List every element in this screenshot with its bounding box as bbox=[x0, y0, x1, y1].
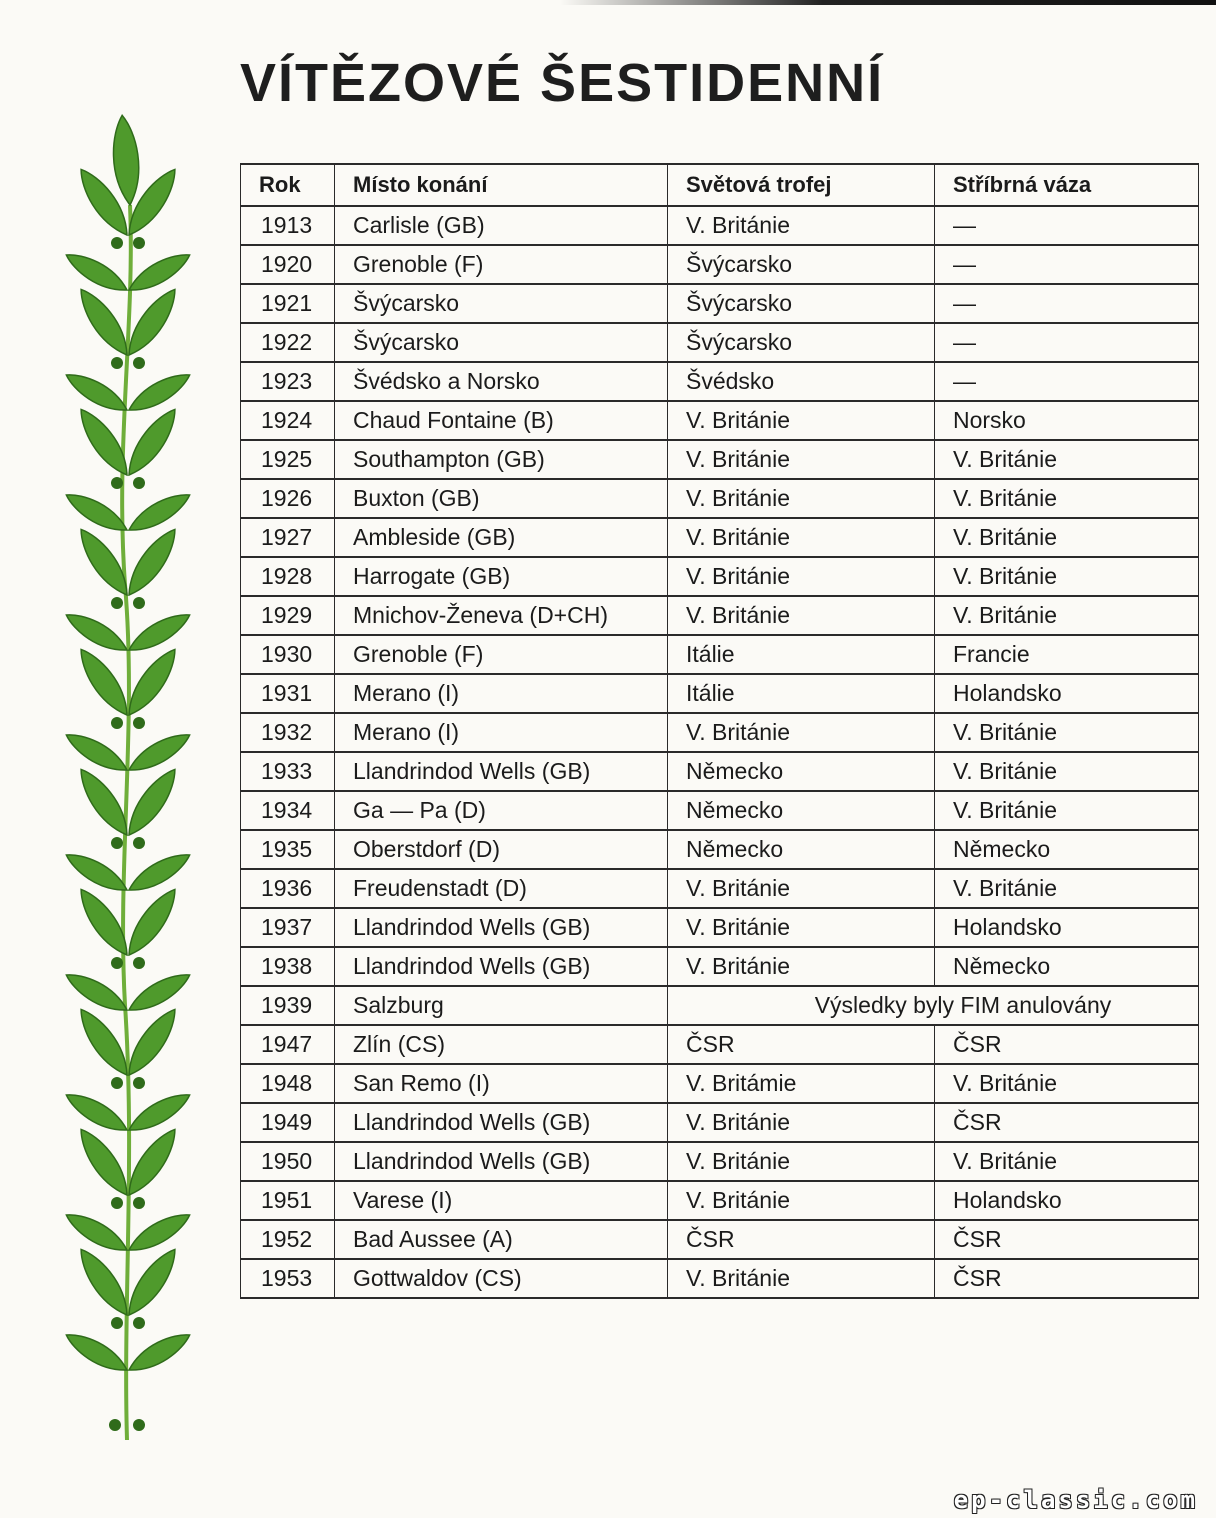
berry bbox=[133, 1197, 145, 1209]
leaf bbox=[72, 403, 136, 481]
berry bbox=[133, 597, 145, 609]
cell-world-trophy: V. Británie bbox=[668, 947, 935, 986]
cell-silver-vase: Holandsko bbox=[935, 674, 1199, 713]
leaf bbox=[110, 114, 142, 206]
table-row bbox=[241, 401, 1199, 440]
cell-year: 1913 bbox=[241, 206, 335, 245]
cell-silver-vase: ČSR bbox=[935, 1025, 1199, 1064]
leaf bbox=[124, 967, 194, 1019]
leaf bbox=[120, 523, 184, 601]
table-row bbox=[241, 713, 1199, 752]
cell-year: 1938 bbox=[241, 947, 335, 986]
leaf bbox=[124, 607, 194, 659]
berry bbox=[133, 1419, 145, 1431]
cell-silver-vase: — bbox=[935, 284, 1199, 323]
cell-silver-vase: Holandsko bbox=[935, 908, 1199, 947]
leaf bbox=[62, 247, 132, 299]
leaf bbox=[62, 967, 132, 1019]
cell-world-trophy: V. Británie bbox=[668, 713, 935, 752]
table-row bbox=[241, 947, 1199, 986]
cell-year: 1926 bbox=[241, 479, 335, 518]
cell-silver-vase: V. Británie bbox=[935, 1064, 1199, 1103]
table-row bbox=[241, 674, 1199, 713]
cell-year: 1939 bbox=[241, 986, 335, 1025]
berry bbox=[133, 717, 145, 729]
table-row bbox=[241, 1064, 1199, 1103]
cell-silver-vase: ČSR bbox=[935, 1103, 1199, 1142]
page-title: VÍTĚZOVÉ ŠESTIDENNÍ bbox=[240, 53, 885, 113]
table-row bbox=[241, 986, 1199, 1025]
header-world-trophy: Světová trofej bbox=[668, 164, 935, 206]
cell-silver-vase: V. Británie bbox=[935, 791, 1199, 830]
berry bbox=[111, 1077, 123, 1089]
cell-year: 1937 bbox=[241, 908, 335, 947]
cell-silver-vase: ČSR bbox=[935, 1220, 1199, 1259]
header-year: Rok bbox=[241, 164, 335, 206]
cell-year: 1951 bbox=[241, 1181, 335, 1220]
berry bbox=[133, 237, 145, 249]
berry bbox=[133, 357, 145, 369]
cell-place: Harrogate (GB) bbox=[335, 557, 668, 596]
cell-year: 1949 bbox=[241, 1103, 335, 1142]
table-row bbox=[241, 245, 1199, 284]
cell-year: 1953 bbox=[241, 1259, 335, 1298]
table-row bbox=[241, 752, 1199, 791]
leaf bbox=[72, 883, 136, 961]
cell-place: Chaud Fontaine (B) bbox=[335, 401, 668, 440]
table-row bbox=[241, 518, 1199, 557]
table-row bbox=[241, 869, 1199, 908]
cell-year: 1922 bbox=[241, 323, 335, 362]
cell-year: 1925 bbox=[241, 440, 335, 479]
table-row bbox=[241, 557, 1199, 596]
cell-place: Varese (I) bbox=[335, 1181, 668, 1220]
cell-place: Llandrindod Wells (GB) bbox=[335, 908, 668, 947]
cell-merged-note: Výsledky byly FIM anulovány bbox=[668, 986, 1199, 1025]
table-row bbox=[241, 596, 1199, 635]
cell-silver-vase: Francie bbox=[935, 635, 1199, 674]
leaf bbox=[124, 847, 194, 899]
cell-silver-vase: V. Británie bbox=[935, 596, 1199, 635]
berry bbox=[111, 597, 123, 609]
cell-world-trophy: Švýcarsko bbox=[668, 245, 935, 284]
berry bbox=[133, 957, 145, 969]
cell-silver-vase: — bbox=[935, 245, 1199, 284]
top-edge-line bbox=[560, 0, 1216, 5]
cell-world-trophy: V. Británie bbox=[668, 440, 935, 479]
header-row bbox=[241, 164, 1199, 206]
berry bbox=[111, 717, 123, 729]
berry bbox=[133, 1317, 145, 1329]
table-row bbox=[241, 284, 1199, 323]
cell-silver-vase: Německo bbox=[935, 830, 1199, 869]
leaf bbox=[62, 607, 132, 659]
leaf bbox=[72, 283, 136, 361]
table-row bbox=[241, 635, 1199, 674]
cell-silver-vase: Norsko bbox=[935, 401, 1199, 440]
cell-place: Bad Aussee (A) bbox=[335, 1220, 668, 1259]
cell-world-trophy: V. Británie bbox=[668, 1103, 935, 1142]
cell-year: 1931 bbox=[241, 674, 335, 713]
berry bbox=[133, 1077, 145, 1089]
cell-year: 1927 bbox=[241, 518, 335, 557]
cell-world-trophy: Německo bbox=[668, 830, 935, 869]
cell-place: Gottwaldov (CS) bbox=[335, 1259, 668, 1298]
berry bbox=[109, 1419, 121, 1431]
table-row bbox=[241, 830, 1199, 869]
cell-place: Švýcarsko bbox=[335, 284, 668, 323]
cell-silver-vase: ČSR bbox=[935, 1259, 1199, 1298]
berry bbox=[111, 1197, 123, 1209]
cell-world-trophy: V. Británie bbox=[668, 401, 935, 440]
cell-year: 1929 bbox=[241, 596, 335, 635]
cell-silver-vase: V. Británie bbox=[935, 440, 1199, 479]
berry bbox=[111, 837, 123, 849]
table-row bbox=[241, 908, 1199, 947]
cell-silver-vase: V. Británie bbox=[935, 1142, 1199, 1181]
results-table bbox=[240, 163, 1199, 1299]
leaf bbox=[72, 1123, 136, 1201]
cell-world-trophy: V. Britámie bbox=[668, 1064, 935, 1103]
cell-silver-vase: V. Británie bbox=[935, 518, 1199, 557]
leaf bbox=[62, 367, 132, 419]
cell-world-trophy: V. Británie bbox=[668, 1142, 935, 1181]
cell-place: Švýcarsko bbox=[335, 323, 668, 362]
leaf bbox=[124, 487, 194, 539]
cell-place: Zlín (CS) bbox=[335, 1025, 668, 1064]
cell-place: Mnichov-Ženeva (D+CH) bbox=[335, 596, 668, 635]
cell-year: 1933 bbox=[241, 752, 335, 791]
berry bbox=[111, 1317, 123, 1329]
leaf bbox=[124, 247, 194, 299]
cell-world-trophy: V. Británie bbox=[668, 596, 935, 635]
cell-silver-vase: V. Británie bbox=[935, 869, 1199, 908]
cell-silver-vase: Německo bbox=[935, 947, 1199, 986]
table-row bbox=[241, 1103, 1199, 1142]
header-silver-vase: Stříbrná váza bbox=[935, 164, 1199, 206]
cell-place: Southampton (GB) bbox=[335, 440, 668, 479]
cell-year: 1936 bbox=[241, 869, 335, 908]
cell-year: 1928 bbox=[241, 557, 335, 596]
table-body bbox=[241, 206, 1199, 1298]
cell-year: 1935 bbox=[241, 830, 335, 869]
table-row bbox=[241, 1220, 1199, 1259]
cell-place: Llandrindod Wells (GB) bbox=[335, 752, 668, 791]
cell-place: Salzburg bbox=[335, 986, 668, 1025]
cell-place: Ambleside (GB) bbox=[335, 518, 668, 557]
leaf bbox=[120, 1003, 184, 1081]
header-place: Místo konání bbox=[335, 164, 668, 206]
table-row bbox=[241, 1181, 1199, 1220]
table-row bbox=[241, 206, 1199, 245]
laurel-branch-illustration bbox=[55, 105, 205, 1445]
cell-place: Merano (I) bbox=[335, 713, 668, 752]
berry bbox=[133, 477, 145, 489]
cell-world-trophy: V. Británie bbox=[668, 908, 935, 947]
table-row bbox=[241, 362, 1199, 401]
table-row bbox=[241, 1025, 1199, 1064]
cell-place: Merano (I) bbox=[335, 674, 668, 713]
cell-world-trophy: ČSR bbox=[668, 1025, 935, 1064]
cell-world-trophy: V. Británie bbox=[668, 1259, 935, 1298]
cell-world-trophy: Švýcarsko bbox=[668, 284, 935, 323]
cell-silver-vase: — bbox=[935, 362, 1199, 401]
berry bbox=[133, 837, 145, 849]
cell-year: 1932 bbox=[241, 713, 335, 752]
cell-world-trophy: Švýcarsko bbox=[668, 323, 935, 362]
watermark: ep-classic.com bbox=[953, 1486, 1198, 1514]
cell-place: Grenoble (F) bbox=[335, 635, 668, 674]
cell-year: 1948 bbox=[241, 1064, 335, 1103]
berry bbox=[111, 237, 123, 249]
cell-year: 1921 bbox=[241, 284, 335, 323]
cell-silver-vase: — bbox=[935, 206, 1199, 245]
leaf bbox=[62, 1207, 132, 1259]
leaf bbox=[124, 727, 194, 779]
cell-world-trophy: Německo bbox=[668, 791, 935, 830]
cell-year: 1934 bbox=[241, 791, 335, 830]
cell-silver-vase: Holandsko bbox=[935, 1181, 1199, 1220]
leaf bbox=[124, 1087, 194, 1139]
leaf bbox=[62, 847, 132, 899]
cell-place: Grenoble (F) bbox=[335, 245, 668, 284]
cell-world-trophy: Itálie bbox=[668, 674, 935, 713]
leaf bbox=[120, 403, 184, 481]
leaf bbox=[72, 643, 136, 721]
leaf bbox=[62, 727, 132, 779]
table-row bbox=[241, 479, 1199, 518]
cell-silver-vase: — bbox=[935, 323, 1199, 362]
cell-year: 1950 bbox=[241, 1142, 335, 1181]
cell-place: Buxton (GB) bbox=[335, 479, 668, 518]
cell-world-trophy: V. Británie bbox=[668, 518, 935, 557]
cell-year: 1930 bbox=[241, 635, 335, 674]
leaf bbox=[62, 1327, 132, 1379]
leaf bbox=[62, 1087, 132, 1139]
cell-silver-vase: V. Británie bbox=[935, 557, 1199, 596]
table-row bbox=[241, 1259, 1199, 1298]
table-row bbox=[241, 1142, 1199, 1181]
cell-place: Carlisle (GB) bbox=[335, 206, 668, 245]
leaf bbox=[72, 523, 136, 601]
cell-place: Švédsko a Norsko bbox=[335, 362, 668, 401]
leaf bbox=[124, 367, 194, 419]
cell-world-trophy: ČSR bbox=[668, 1220, 935, 1259]
table-row bbox=[241, 323, 1199, 362]
cell-world-trophy: V. Británie bbox=[668, 206, 935, 245]
cell-place: Oberstdorf (D) bbox=[335, 830, 668, 869]
berry bbox=[111, 957, 123, 969]
cell-world-trophy: V. Británie bbox=[668, 869, 935, 908]
leaf bbox=[124, 1207, 194, 1259]
cell-silver-vase: V. Británie bbox=[935, 752, 1199, 791]
cell-world-trophy: Švédsko bbox=[668, 362, 935, 401]
cell-place: Llandrindod Wells (GB) bbox=[335, 947, 668, 986]
cell-world-trophy: Německo bbox=[668, 752, 935, 791]
cell-world-trophy: V. Británie bbox=[668, 557, 935, 596]
cell-silver-vase: V. Británie bbox=[935, 479, 1199, 518]
cell-place: Llandrindod Wells (GB) bbox=[335, 1103, 668, 1142]
cell-year: 1947 bbox=[241, 1025, 335, 1064]
berry bbox=[111, 357, 123, 369]
cell-world-trophy: V. Británie bbox=[668, 1181, 935, 1220]
cell-year: 1920 bbox=[241, 245, 335, 284]
leaf bbox=[120, 883, 184, 961]
table-row bbox=[241, 440, 1199, 479]
cell-place: San Remo (I) bbox=[335, 1064, 668, 1103]
cell-world-trophy: Itálie bbox=[668, 635, 935, 674]
cell-year: 1923 bbox=[241, 362, 335, 401]
cell-silver-vase: V. Británie bbox=[935, 713, 1199, 752]
table-row bbox=[241, 791, 1199, 830]
cell-place: Freudenstadt (D) bbox=[335, 869, 668, 908]
cell-year: 1924 bbox=[241, 401, 335, 440]
leaf bbox=[124, 1327, 194, 1379]
cell-place: Ga — Pa (D) bbox=[335, 791, 668, 830]
cell-place: Llandrindod Wells (GB) bbox=[335, 1142, 668, 1181]
cell-year: 1952 bbox=[241, 1220, 335, 1259]
berry bbox=[111, 477, 123, 489]
cell-world-trophy: V. Británie bbox=[668, 479, 935, 518]
leaf bbox=[120, 763, 184, 841]
